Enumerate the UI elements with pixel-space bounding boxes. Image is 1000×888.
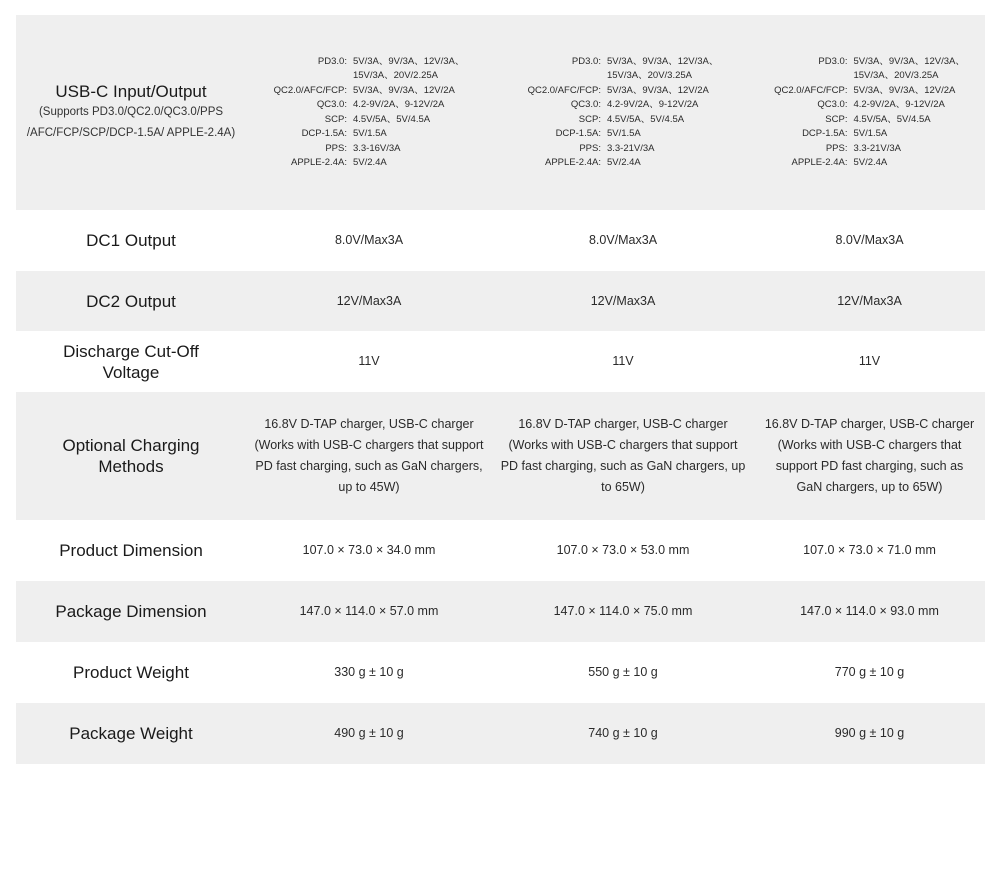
- usbc-spec-item: [274, 98, 465, 113]
- product-dimension-value: 107.0 × 73.0 × 53.0 mm: [556, 543, 690, 557]
- row-charging: [16, 392, 985, 520]
- product-dimension-value: 107.0 × 73.0 × 71.0 mm: [803, 543, 936, 557]
- usbc-spec-key: DCP-1.5A:: [802, 128, 848, 139]
- usbc-spec-value: 5V/2.4A: [853, 157, 888, 168]
- usbc-spec-value: 5V/3A、9V/3A、12V/3A、 15V/3A、20V/3.25A: [853, 55, 965, 81]
- charging-value: 16.8V D-TAP charger, USB-C charger (Works with USB-C chargers that support PD fast charging, such as GaN chargers, up to 65W): [764, 417, 975, 494]
- usbc-spec-key: QC2.0/AFC/FCP:: [273, 84, 347, 96]
- usbc-spec-value: 4.5V/5A、5V/4.5A: [853, 113, 931, 125]
- usbc-spec-key: APPLE-2.4A:: [290, 157, 347, 168]
- usbc-spec-item: [274, 156, 465, 171]
- charging-value: 16.8V D-TAP charger, USB-C charger (Works with USB-C chargers that support PD fast charging, such as GaN chargers, up to 45W): [254, 417, 484, 494]
- usbc-spec-value: 5V/2.4A: [606, 157, 641, 168]
- package-dimension-value: 147.0 × 114.0 × 57.0 mm: [299, 604, 439, 618]
- usbc-spec-item: [774, 113, 965, 128]
- row-label-package-weight: Package Weight: [69, 724, 193, 743]
- product-weight-value: 330 g ± 10 g: [334, 665, 404, 679]
- usbc-spec-key: SCP:: [578, 113, 601, 125]
- usbc-spec-list: [528, 55, 719, 171]
- usbc-spec-value: 5V/1.5A: [352, 128, 387, 139]
- usbc-specs-col3: [754, 55, 985, 171]
- row-package-weight: [16, 703, 985, 764]
- usbc-spec-key: PPS:: [579, 142, 601, 154]
- usbc-spec-value: 5V/2.4A: [352, 157, 387, 168]
- row-label-package-dimension: Package Dimension: [55, 602, 207, 621]
- usbc-spec-item: [528, 142, 719, 157]
- usbc-spec-value: 3.3-21V/3A: [606, 142, 655, 154]
- usbc-spec-key: SCP:: [825, 113, 848, 125]
- dc2-value: 12V/Max3A: [336, 293, 402, 308]
- usbc-spec-item: [274, 55, 465, 84]
- usbc-spec-item: [528, 98, 719, 113]
- usbc-spec-list: [774, 55, 965, 171]
- row-label-product-dimension: Product Dimension: [59, 541, 203, 560]
- discharge-value: 11V: [858, 354, 881, 368]
- usbc-spec-key: PD3.0:: [317, 55, 347, 67]
- usbc-spec-key: PD3.0:: [818, 55, 848, 67]
- package-dimension-value: 147.0 × 114.0 × 93.0 mm: [800, 604, 939, 618]
- usbc-spec-value: 5V/3A、9V/3A、12V/2A: [853, 84, 956, 96]
- usbc-spec-item: [528, 156, 719, 171]
- dc1-value: 8.0V/Max3A: [835, 233, 904, 247]
- usbc-specs-col2: [492, 55, 754, 171]
- package-weight-value: 490 g ± 10 g: [334, 726, 404, 740]
- usbc-spec-item: [528, 113, 719, 128]
- row-product-weight: [16, 642, 985, 703]
- usbc-specs-col1: [246, 55, 492, 171]
- dc2-value: 12V/Max3A: [590, 293, 656, 308]
- dc1-value: 8.0V/Max3A: [334, 233, 404, 247]
- usbc-spec-value: 5V/1.5A: [606, 128, 641, 139]
- usbc-spec-item: [774, 156, 965, 171]
- usbc-spec-value: 4.2-9V/2A、9-12V/2A: [352, 99, 445, 110]
- row-label-dc1: DC1 Output: [86, 231, 176, 250]
- row-package-dimension: [16, 581, 985, 642]
- spec-table: [16, 15, 985, 764]
- row-dc2: [16, 271, 985, 331]
- row-label-discharge: Discharge Cut-Off Voltage: [63, 341, 199, 382]
- charging-value: 16.8V D-TAP charger, USB-C charger (Works with USB-C chargers that support PD fast charging, such as GaN chargers, up to 65W): [500, 417, 746, 494]
- usbc-spec-value: 4.2-9V/2A、9-12V/2A: [853, 99, 945, 110]
- usbc-spec-key: PD3.0:: [571, 55, 601, 67]
- usbc-spec-item: [774, 127, 965, 142]
- usbc-spec-key: PPS:: [825, 142, 848, 154]
- usbc-spec-value: 5V/1.5A: [853, 128, 888, 139]
- package-weight-value: 990 g ± 10 g: [834, 726, 905, 740]
- usbc-spec-key: QC3.0:: [316, 99, 347, 110]
- usbc-spec-value: 5V/3A、9V/3A、12V/2A: [606, 84, 709, 96]
- usbc-spec-key: QC3.0:: [570, 99, 601, 110]
- usbc-spec-item: [528, 55, 719, 84]
- usbc-spec-key: PPS:: [325, 142, 347, 154]
- product-dimension-value: 107.0 × 73.0 × 34.0 mm: [302, 543, 436, 557]
- row-usbc: [16, 15, 985, 210]
- usbc-spec-item: [774, 55, 965, 84]
- usbc-spec-value: 4.2-9V/2A、9-12V/2A: [606, 99, 699, 110]
- row-label-product-weight: Product Weight: [73, 663, 189, 682]
- usbc-spec-value: 5V/3A、9V/3A、12V/3A、 15V/3A、20V/3.25A: [606, 55, 719, 81]
- discharge-value: 11V: [358, 354, 380, 368]
- dc1-value: 8.0V/Max3A: [588, 233, 658, 247]
- usbc-spec-item: [274, 113, 465, 128]
- usbc-spec-value: 5V/3A、9V/3A、12V/2A: [352, 84, 455, 96]
- package-dimension-value: 147.0 × 114.0 × 75.0 mm: [553, 604, 693, 618]
- usbc-spec-key: SCP:: [324, 113, 347, 125]
- row-label-charging: Optional Charging Methods: [62, 436, 200, 476]
- row-label-usbc: [16, 81, 246, 144]
- package-weight-value: 740 g ± 10 g: [588, 726, 658, 740]
- usbc-spec-value: 4.5V/5A、5V/4.5A: [352, 113, 431, 125]
- usbc-spec-item: [774, 142, 965, 157]
- usbc-title: USB-C Input/Output: [55, 82, 207, 101]
- usbc-spec-item: [528, 127, 719, 142]
- row-dc1: [16, 210, 985, 271]
- product-weight-value: 770 g ± 10 g: [834, 665, 905, 679]
- usbc-spec-key: QC2.0/AFC/FCP:: [527, 84, 601, 96]
- usbc-spec-key: QC3.0:: [817, 99, 848, 110]
- row-label-dc2: DC2 Output: [86, 291, 176, 311]
- row-discharge: [16, 331, 985, 392]
- usbc-spec-key: QC2.0/AFC/FCP:: [774, 84, 848, 96]
- discharge-value: 11V: [612, 354, 634, 368]
- usbc-spec-item: [774, 98, 965, 113]
- usbc-spec-item: [274, 142, 465, 157]
- usbc-spec-list: [274, 55, 465, 171]
- usbc-subtitle: (Supports PD3.0/QC2.0/QC3.0/PPS /AFC/FCP/SCP/DCP-1.5A/ APPLE-2.4A): [26, 106, 236, 139]
- usbc-spec-key: DCP-1.5A:: [301, 128, 347, 139]
- usbc-spec-item: [774, 84, 965, 99]
- usbc-spec-key: DCP-1.5A:: [555, 128, 601, 139]
- dc2-value: 12V/Max3A: [837, 293, 902, 308]
- usbc-spec-value: 4.5V/5A、5V/4.5A: [606, 113, 685, 125]
- row-product-dimension: [16, 520, 985, 581]
- usbc-spec-value: 5V/3A、9V/3A、12V/3A、 15V/3A、20V/2.25A: [352, 55, 465, 81]
- usbc-spec-value: 3.3-21V/3A: [853, 142, 902, 154]
- usbc-spec-item: [528, 84, 719, 99]
- product-weight-value: 550 g ± 10 g: [588, 665, 658, 679]
- usbc-spec-item: [274, 84, 465, 99]
- usbc-spec-key: APPLE-2.4A:: [544, 157, 601, 168]
- usbc-spec-value: 3.3-16V/3A: [352, 142, 401, 154]
- usbc-spec-item: [274, 127, 465, 142]
- usbc-spec-key: APPLE-2.4A:: [791, 157, 848, 168]
